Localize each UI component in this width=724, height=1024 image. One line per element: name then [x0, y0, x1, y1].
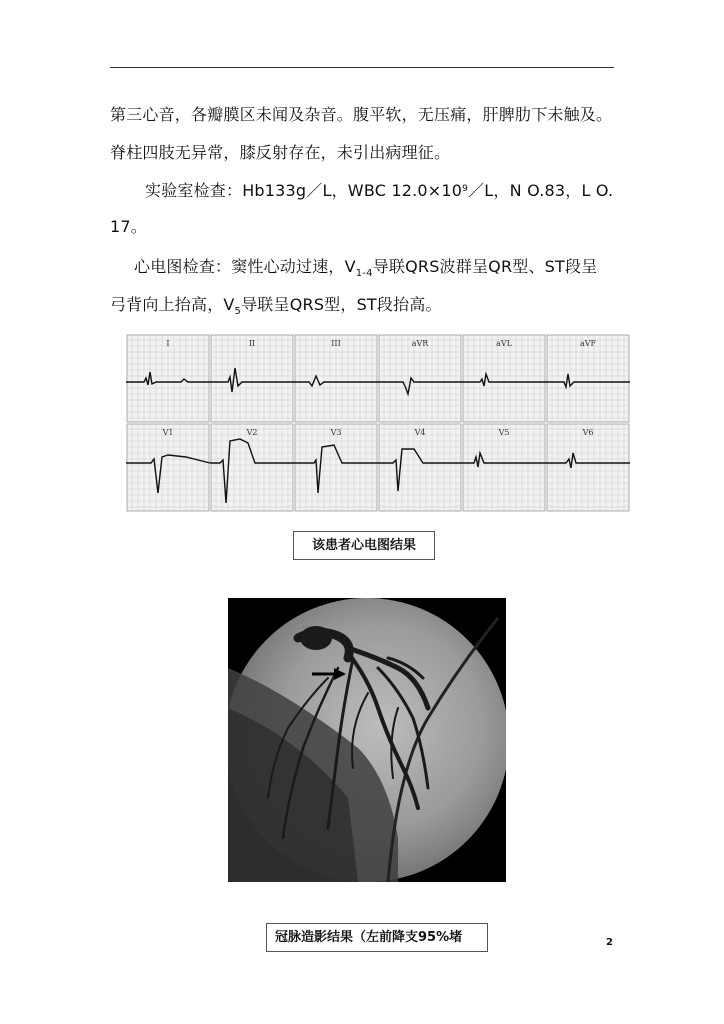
text-line-exam: 第三心音，各瓣膜区未闻及杂音。腹平软，无压痛，肝脾肋下未触及。: [110, 105, 613, 124]
ecg-lead-avf: [546, 335, 630, 422]
ecg-tracings: [126, 334, 630, 512]
ecg-caption: 该患者心电图结果: [293, 531, 435, 560]
ecg-text2: 弓背向上抬高，V: [110, 295, 235, 314]
ecg-text: 心电图检查：窦性心动过速，V: [134, 257, 356, 276]
ecg-text-rest: 导联QRS波群呈QR型、ST段呈: [372, 257, 598, 276]
ecg-lead-label: I: [166, 339, 170, 348]
ecg-lead-iii: [294, 335, 378, 422]
ecg-lead-v2: [210, 424, 294, 511]
ecg-lead-v1: [126, 424, 210, 511]
ecg-lead-v6: [546, 424, 630, 511]
text-line-neuro: 脊柱四肢无异常，膝反射存在，未引出病理征。: [110, 143, 451, 162]
angiogram-caption: 冠脉造影结果（左前降支95%堵: [266, 923, 488, 952]
ecg-lead-label: aVL: [496, 339, 512, 348]
ecg-lead-label: aVF: [579, 339, 597, 348]
ecg-text2-rest: 导联呈QRS型，ST段抬高。: [241, 295, 442, 314]
ecg-lead-label: V4: [414, 428, 426, 437]
angiogram-image: [228, 598, 506, 882]
lab-exponent: 9: [462, 184, 469, 194]
ecg-lead-label: II: [248, 339, 256, 348]
ecg-lead-label: V3: [330, 428, 342, 437]
text-line-ecg-cont: [110, 294, 620, 319]
text-line-ecg: [134, 256, 644, 281]
angiogram-picture: [228, 598, 506, 882]
ecg-subscript2: 5: [234, 306, 242, 317]
ecg-lead-avl: [462, 335, 546, 422]
ecg-lead-avr: [378, 335, 462, 422]
ecg-lead-i: [126, 335, 210, 422]
ecg-lead-label: V5: [498, 428, 510, 437]
ecg-lead-label: V2: [246, 428, 258, 437]
ecg-lead-label: V1: [162, 428, 174, 437]
ecg-lead-label: III: [331, 339, 341, 348]
ecg-lead-v5: [462, 424, 546, 511]
ecg-lead-v4: [378, 424, 462, 511]
ecg-lead-v3: [294, 424, 378, 511]
ecg-subscript: 1-4: [355, 268, 373, 279]
ecg-lead-ii: [210, 335, 294, 422]
page-number: 2: [606, 937, 613, 948]
text-line-lab-cont: 17。: [110, 217, 147, 236]
ecg-figure: [126, 334, 630, 512]
header-rule: [110, 67, 614, 68]
ecg-lead-label: aVR: [411, 339, 429, 348]
lab-text: 实验室检查：Hb133g／L，WBC 12.0×10: [145, 181, 463, 200]
text-line-lab: [145, 180, 655, 202]
lab-text-rest: ／L，N O.83，L O.: [468, 181, 614, 200]
ecg-lead-label: V6: [582, 428, 594, 437]
